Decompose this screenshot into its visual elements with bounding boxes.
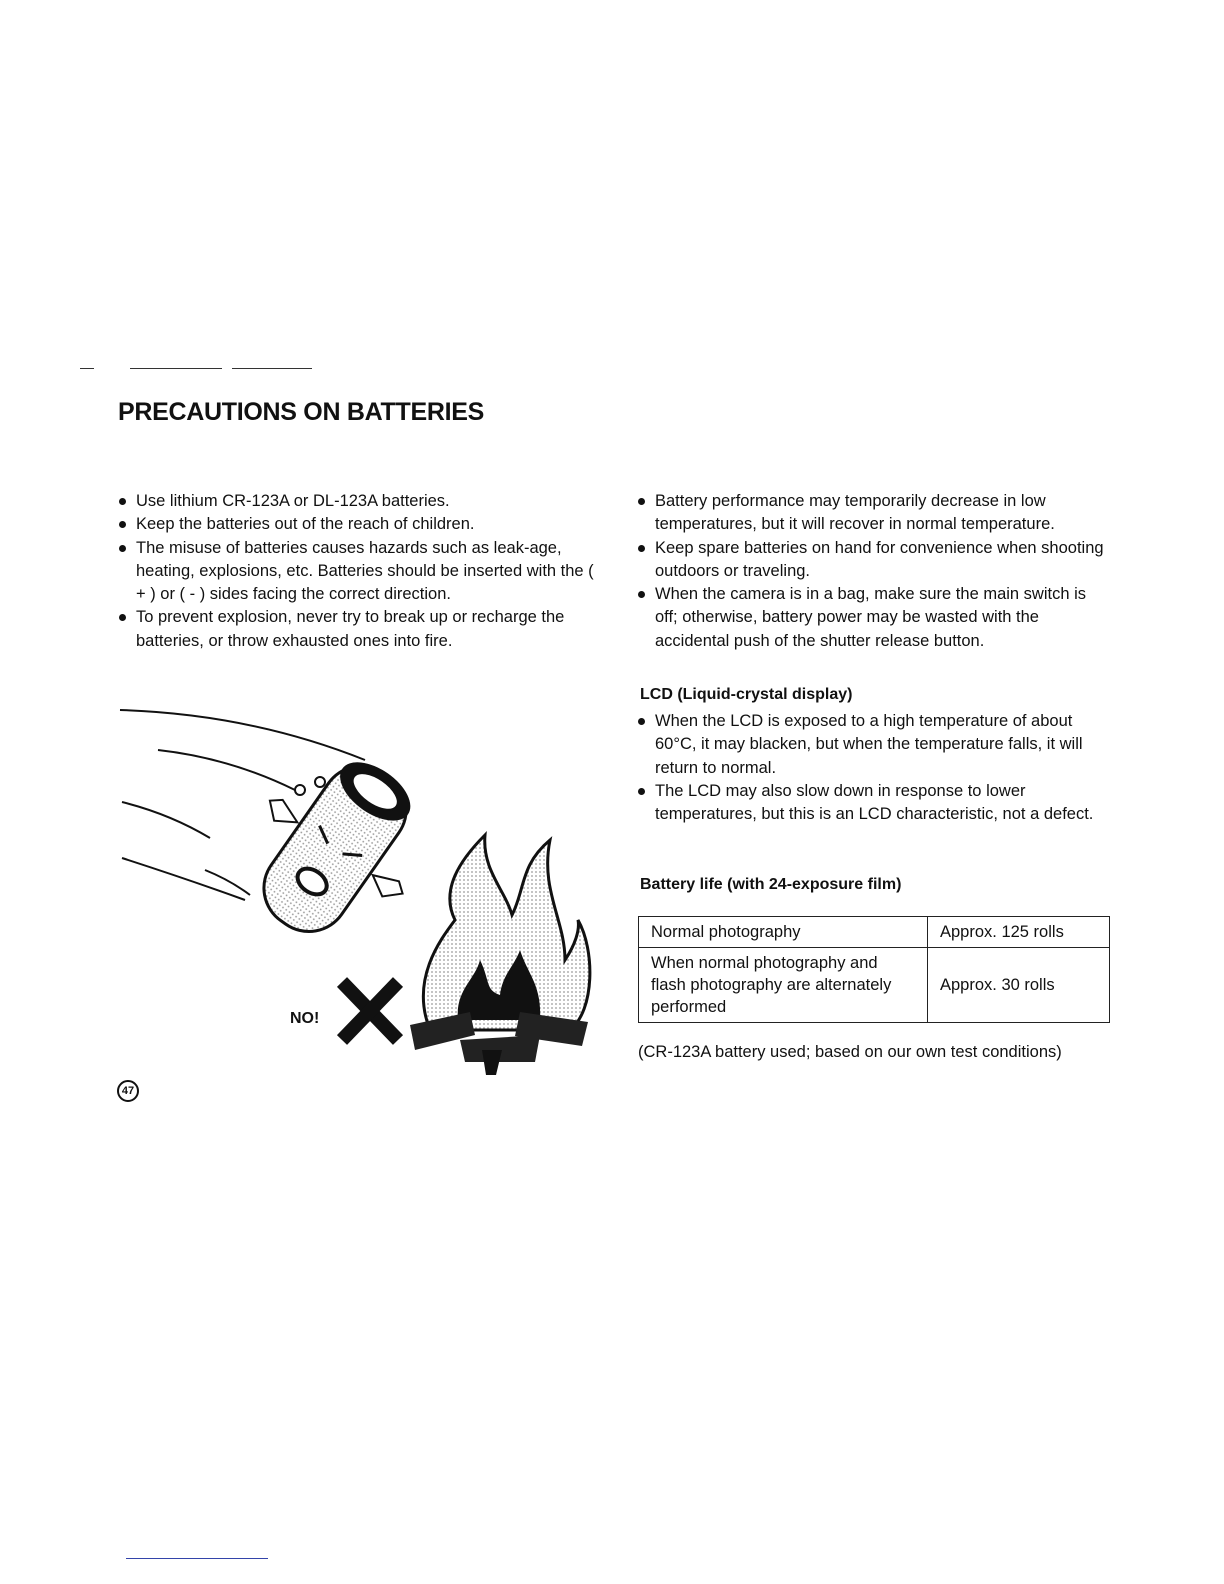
campfire-icon — [410, 835, 590, 1075]
top-rule-right — [232, 368, 312, 369]
bullet-icon — [638, 498, 645, 505]
page-title: PRECAUTIONS ON BATTERIES — [118, 398, 484, 426]
table-cell-value: Approx. 125 rolls — [928, 917, 1110, 948]
list-item: Battery performance may temporarily decrease in low temperatures, but it will recover in normal temperature. — [637, 490, 1107, 537]
battery-character-icon — [217, 727, 454, 969]
bullet-icon — [119, 614, 126, 621]
no-label: NO! — [290, 1010, 320, 1027]
battery-life-heading: Battery life (with 24-exposure film) — [640, 876, 902, 893]
bullet-icon — [638, 788, 645, 795]
bullet-icon — [638, 545, 645, 552]
battery-life-table — [638, 916, 1110, 1023]
list-item: The LCD may also slow down in response to lower temperatures, but this is an LCD characteristic, not a defect. — [637, 780, 1107, 827]
table-cell-value: Approx. 30 rolls — [928, 948, 1110, 1023]
lcd-bullet-list — [637, 710, 1107, 826]
list-item: When the camera is in a bag, make sure the main switch is off; otherwise, battery power may be wasted with the accidental push of the shutter release button. — [637, 583, 1107, 653]
lcd-heading: LCD (Liquid-crystal display) — [640, 686, 853, 703]
bottom-rule — [126, 1558, 268, 1559]
battery-fire-illustration — [110, 690, 600, 1080]
list-item: Keep the batteries out of the reach of children. — [118, 513, 598, 536]
top-rule-left — [80, 368, 94, 369]
list-item: Keep spare batteries on hand for convenience when shooting outdoors or traveling. — [637, 537, 1107, 584]
cross-mark-icon — [342, 982, 398, 1040]
table-cell-condition: Normal photography — [639, 917, 928, 948]
table-row — [639, 948, 1110, 1023]
list-item: Use lithium CR-123A or DL-123A batteries. — [118, 490, 598, 513]
list-item: The misuse of batteries causes hazards such as leak-age, heating, explosions, etc. Batteries should be inserted with the ( + ) or ( - ) sides facing the correct direction. — [118, 537, 598, 607]
right-bullet-list — [637, 490, 1107, 653]
bullet-icon — [638, 718, 645, 725]
top-rule-middle — [130, 368, 222, 369]
bullet-icon — [638, 591, 645, 598]
table-cell-condition: When normal photography and flash photography are alternately performed — [639, 948, 928, 1023]
table-row — [639, 917, 1110, 948]
list-item: When the LCD is exposed to a high temperature of about 60°C, it may blacken, but when the temperature falls, it will return to normal. — [637, 710, 1107, 780]
bullet-icon — [119, 498, 126, 505]
bullet-icon — [119, 521, 126, 528]
left-bullet-list — [118, 490, 598, 653]
list-item: To prevent explosion, never try to break up or recharge the batteries, or throw exhausted ones into fire. — [118, 606, 598, 653]
bullet-icon — [119, 545, 126, 552]
battery-life-note: (CR-123A battery used; based on our own test conditions) — [638, 1043, 1062, 1061]
page-number: 47 — [117, 1080, 139, 1102]
